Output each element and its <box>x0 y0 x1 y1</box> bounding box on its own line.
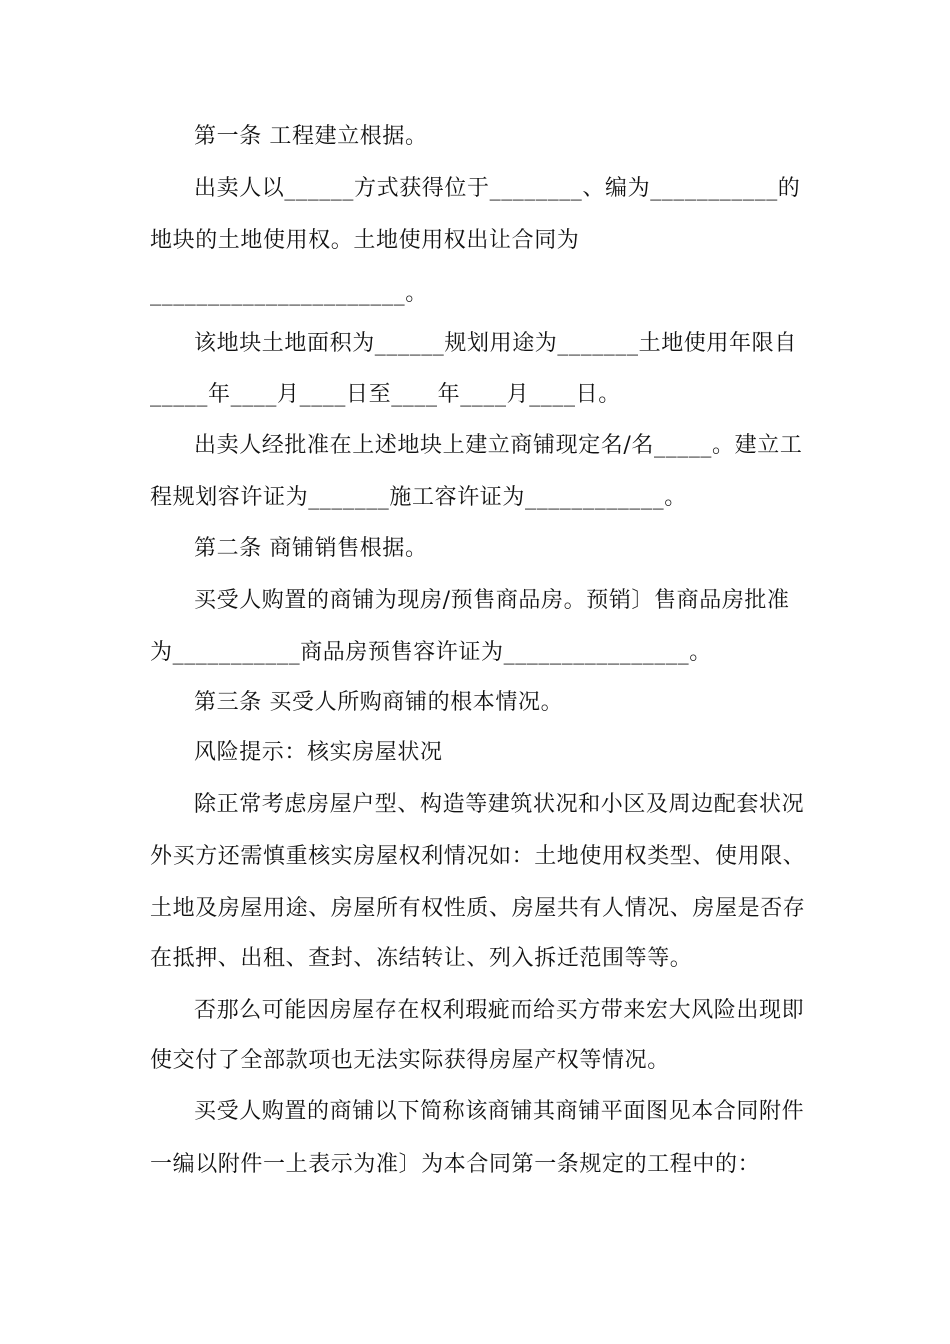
paragraph-line: 买受人购置的商铺为现房/预售商品房。预销〕售商品房批准 <box>194 588 790 613</box>
article-3-heading: 第三条 买受人所购商铺的根本情况。 <box>194 690 564 715</box>
paragraph-line: 为___________商品房预售容许证为________________。 <box>150 640 712 665</box>
paragraph-line: 一编以附件一上表示为准〕为本合同第一条规定的工程中的： <box>150 1152 761 1177</box>
paragraph-line: 地块的土地使用权。土地使用权出让合同为 <box>150 228 580 253</box>
paragraph-line: 在抵押、出租、查封、冻结转让、列入拆迁范围等等。 <box>150 946 693 971</box>
paragraph-line: ______________________。 <box>150 281 428 306</box>
paragraph-line: 程规划容许证为_______施工容许证为____________。 <box>150 485 687 510</box>
paragraph-line: 该地块土地面积为______规划用途为_______土地使用年限自 <box>194 331 797 356</box>
article-2-heading: 第二条 商铺销售根据。 <box>194 536 428 561</box>
article-1-heading: 第一条 工程建立根据。 <box>194 124 428 149</box>
paragraph-line: 外买方还需慎重核实房屋权利情况如：土地使用权类型、使用限、 <box>150 844 806 869</box>
paragraph-line: 出卖人经批准在上述地块上建立商铺现定名/名_____。建立工 <box>194 433 803 458</box>
paragraph-line: 买受人购置的商铺以下简称该商铺其商铺平面图见本合同附件 <box>194 1099 805 1124</box>
paragraph-line: 除正常考虑房屋户型、构造等建筑状况和小区及周边配套状况 <box>194 792 805 817</box>
paragraph-line: _____年____月____日至____年____月____日。 <box>150 382 621 407</box>
paragraph-line: 出卖人以______方式获得位于________、编为___________的 <box>194 176 801 201</box>
paragraph-line: 否那么可能因房屋存在权利瑕疵而给买方带来宏大风险出现即 <box>194 998 805 1023</box>
paragraph-line: 使交付了全部款项也无法实际获得房屋产权等情况。 <box>150 1048 670 1073</box>
paragraph-line: 土地及房屋用途、房屋所有权性质、房屋共有人情况、房屋是否存 <box>150 896 806 921</box>
risk-notice-heading: 风险提示：核实房屋状况 <box>194 740 443 765</box>
